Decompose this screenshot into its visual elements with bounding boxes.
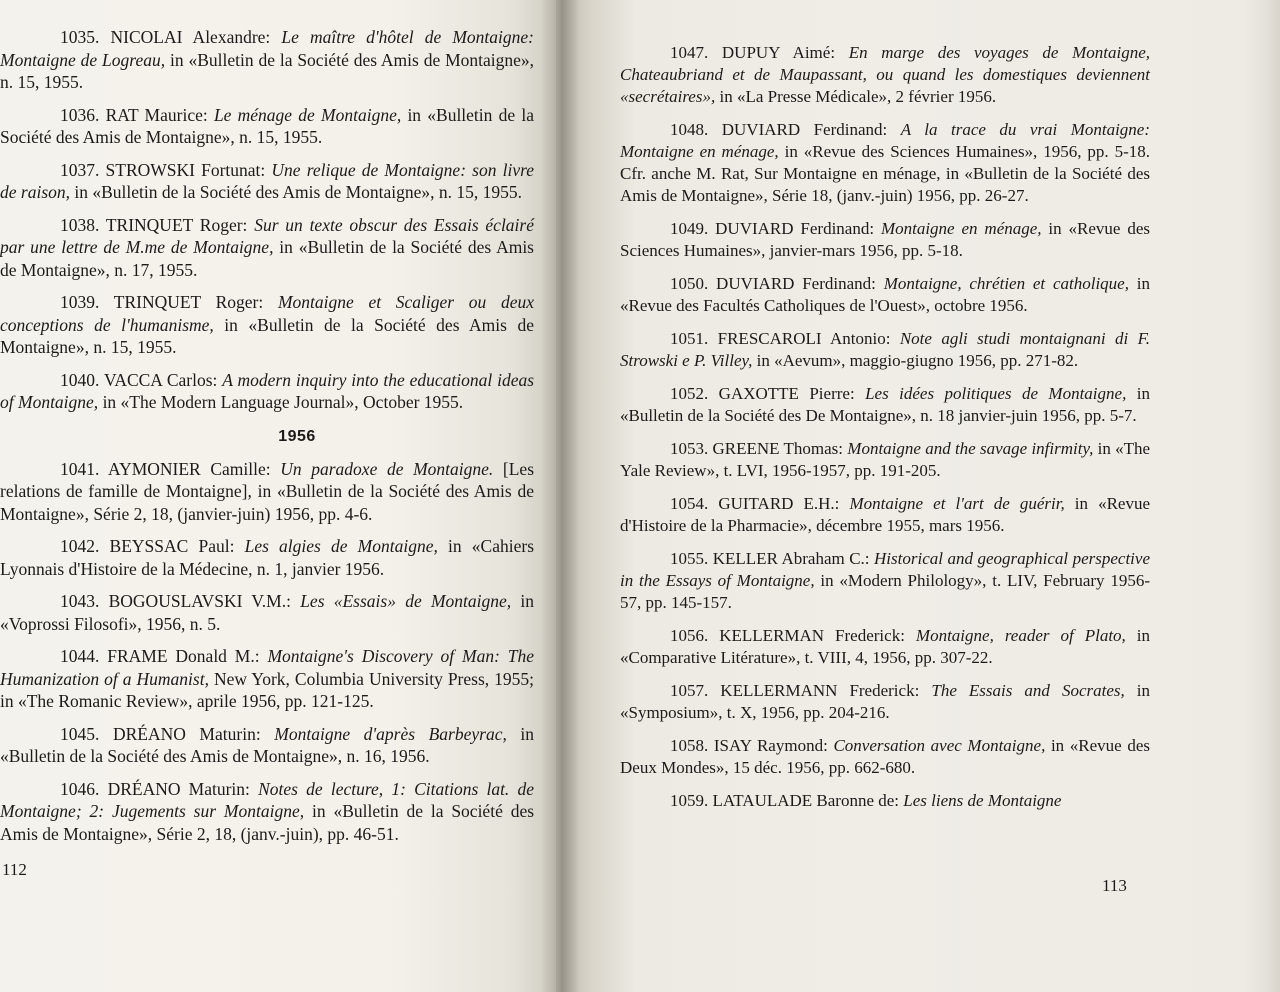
bibliography-entry: 1055. KELLER Abraham C.: Historical and geographical perspective in the Essays of Montaigne, in «Modern Philology», t. LIV, February 1956-57, pp. 145-157. bbox=[620, 549, 1150, 612]
year-heading: 1956 bbox=[278, 427, 316, 445]
bibliography-entry: 1042. BEYSSAC Paul: Les algies de Montaigne, in «Cahiers Lyonnais d'Histoire de la Médecine, n. 1, janvier 1956. bbox=[0, 536, 535, 579]
bibliography-entry: 1039. TRINQUET Roger: Montaigne et Scaliger ou deux conceptions de l'humanisme, in «Bulletin de la Société des Amis de Montaigne», n. 15, 1955. bbox=[0, 292, 535, 357]
bibliography-entry: 1059. LATAULADE Baronne de: Les liens de Montaigne bbox=[670, 791, 1062, 810]
right-page bbox=[556, 0, 1280, 992]
bibliography-entry: 1036. RAT Maurice: Le ménage de Montaigne, in «Bulletin de la Société des Amis de Montaigne», n. 15, 1955. bbox=[0, 104, 534, 147]
bibliography-entry: 1040. VACCA Carlos: A modern inquiry into the educational ideas of Montaigne, in «The Modern Language Journal», October 1955. bbox=[0, 369, 535, 412]
bibliography-entry: 1037. STROWSKI Fortunat: Une relique de Montaigne: son livre de raison, in «Bulletin de la Société des Amis de Montaigne», n. 15, 1955. bbox=[0, 159, 535, 202]
bibliography-entry: 1045. DRÉANO Maturin: Montaigne d'après Barbeyrac, in «Bulletin de la Société des Amis de Montaigne», n. 16, 1956. bbox=[0, 723, 535, 766]
bibliography-entry: 1056. KELLERMAN Frederick: Montaigne, reader of Plato, in «Comparative Litérature», t. VIII, 4, 1956, pp. 307-22. bbox=[620, 626, 1151, 667]
bibliography-entry: 1053. GREENE Thomas: Montaigne and the savage infirmity, in «The Yale Review», t. LVI, 1956-1957, pp. 191-205. bbox=[620, 439, 1151, 480]
bibliography-entry: 1038. TRINQUET Roger: Sur un texte obscur des Essais éclairé par une lettre de M.me de Montaigne, in «Bulletin de la Société des Amis de Montaigne», n. 17, 1955. bbox=[0, 214, 535, 280]
bibliography-entry: 1048. DUVIARD Ferdinand: A la trace du vrai Montaigne: Montaigne en ménage, in «Revue des Sciences Humaines», 1956, pp. 5-18. Cfr. anche M. Rat, Sur Montaigne en ménage, in «Bulletin de la Société des Amis de Montaigne», Série 18, (janv.-juin) 1956, pp. 26-27. bbox=[620, 120, 1151, 205]
bibliography-entry: 1049. DUVIARD Ferdinand: Montaigne en ménage, in «Revue des Sciences Humaines», janvier-mars 1956, pp. 5-18. bbox=[620, 219, 1150, 260]
bibliography-entry: 1035. NICOLAI Alexandre: Le maître d'hôtel de Montaigne: Montaigne de Logreau, in «Bulletin de la Société des Amis de Montaigne», n. 15, 1955. bbox=[0, 27, 535, 92]
page-number-right: 113 bbox=[1102, 876, 1127, 895]
page-number-left: 112 bbox=[2, 860, 27, 879]
bibliography-entry: 1051. FRESCAROLI Antonio: Note agli studi montaignani di F. Strowski e P. Villey, in «Aevum», maggio-giugno 1956, pp. 271-82. bbox=[620, 329, 1151, 370]
bibliography-entry: 1041. AYMONIER Camille: Un paradoxe de Montaigne. [Les relations de famille de Montaigne], in «Bulletin de la Société des Amis de Montaigne», Série 2, 18, (janvier-juin) 1956, pp. 4-6. bbox=[0, 458, 535, 524]
bibliography-entry: 1046. DRÉANO Maturin: Notes de lecture, 1: Citations lat. de Montaigne; 2: Jugements sur Montaigne, in «Bulletin de la Société des Amis de Montaigne», Série 2, 18, (janv.-juin), pp. 46-51. bbox=[0, 778, 535, 844]
page-edge bbox=[1246, 0, 1280, 992]
bibliography-entry: 1058. ISAY Raymond: Conversation avec Montaigne, in «Revue des Deux Mondes», 15 déc. 1956, pp. 662-680. bbox=[620, 736, 1151, 777]
left-page bbox=[0, 0, 556, 992]
entries-before-list bbox=[0, 26, 534, 414]
entries-after-list bbox=[0, 458, 534, 846]
bibliography-entry: 1052. GAXOTTE Pierre: Les idées politiques de Montaigne, in «Bulletin de la Société des De Montaigne», n. 18 janvier-juin 1956, pp. 5-7. bbox=[620, 384, 1150, 425]
entries-right-list bbox=[620, 42, 1150, 812]
bibliography-entry: 1047. DUPUY Aimé: En marge des voyages de Montaigne, Chateaubriand et de Maupassant, ou quand les domestiques deviennent «secrétaires», in «La Presse Médicale», 2 février 1956. bbox=[620, 43, 1150, 106]
bibliography-entry: 1050. DUVIARD Ferdinand: Montaigne, chrétien et catholique, in «Revue des Facultés Catholiques de l'Ouest», octobre 1956. bbox=[620, 274, 1150, 315]
bibliography-entry: 1057. KELLERMANN Frederick: The Essais and Socrates, in «Symposium», t. X, 1956, pp. 204-216. bbox=[620, 681, 1151, 722]
bibliography-entry: 1054. GUITARD E.H.: Montaigne et l'art de guérir, in «Revue d'Histoire de la Pharmacie», décembre 1955, mars 1956. bbox=[620, 494, 1151, 535]
bibliography-entry: 1044. FRAME Donald M.: Montaigne's Discovery of Man: The Humanization of a Humanist, New York, Columbia University Press, 1955; in «The Romanic Review», aprile 1956, pp. 121-125. bbox=[0, 646, 535, 711]
bibliography-entry: 1043. BOGOUSLAVSKI V.M.: Les «Essais» de Montaigne, in «Voprossi Filosofi», 1956, n. 5. bbox=[0, 591, 534, 634]
